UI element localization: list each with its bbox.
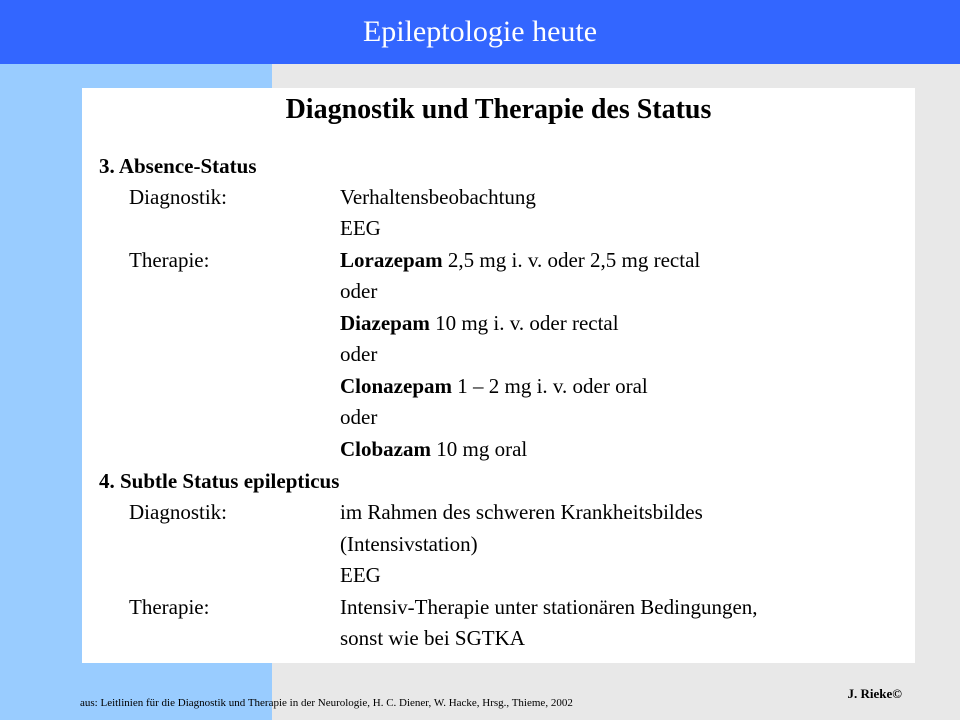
section-4-therapie-value-1: Intensiv-Therapie unter stationären Bedingungen, bbox=[340, 595, 758, 619]
section-3-diagnostik-value-1: Verhaltensbeobachtung bbox=[340, 185, 536, 209]
connector-oder: oder bbox=[340, 342, 378, 366]
connector-oder: oder bbox=[340, 279, 378, 303]
header-title: Epileptologie heute bbox=[362, 15, 598, 48]
section-3-heading: 3. Absence-Status bbox=[99, 154, 257, 178]
content-card bbox=[82, 88, 915, 663]
drug-dose: 10 mg oral bbox=[431, 437, 528, 461]
drug-line-lorazepam bbox=[340, 247, 700, 273]
section-4-heading: 4. Subtle Status epilepticus bbox=[99, 469, 340, 493]
section-4-diagnostik-value-2: (Intensivstation) bbox=[340, 532, 478, 556]
drug-line-clobazam bbox=[340, 436, 527, 462]
section-4-therapie-value-2: sonst wie bei SGTKA bbox=[340, 626, 525, 650]
section-4-diagnostik-value-3: EEG bbox=[340, 563, 381, 587]
drug-dose: 10 mg i. v. oder rectal bbox=[429, 311, 619, 335]
drug-line-diazepam bbox=[340, 310, 619, 336]
section-4-diagnostik-value-1: im Rahmen des schweren Krankheitsbildes bbox=[340, 500, 703, 524]
drug-name: Diazepam bbox=[340, 311, 430, 335]
section-3-therapie-label: Therapie: bbox=[129, 248, 210, 272]
drug-name: Clonazepam bbox=[340, 374, 452, 398]
section-3-diagnostik-label: Diagnostik: bbox=[129, 185, 227, 209]
drug-dose: 1 – 2 mg i. v. oder oral bbox=[452, 374, 648, 398]
drug-dose: 2,5 mg i. v. oder 2,5 mg rectal bbox=[442, 248, 701, 272]
footer-source-citation: aus: Leitlinien für die Diagnostik und Therapie in der Neurologie, H. C. Diener, W. Hacke, Hrsg., Thieme, 2002 bbox=[80, 697, 573, 709]
header-bar bbox=[0, 0, 960, 64]
connector-oder: oder bbox=[340, 405, 378, 429]
footer-author: J. Rieke© bbox=[847, 686, 902, 701]
drug-name: Clobazam bbox=[340, 437, 431, 461]
section-4-diagnostik-label: Diagnostik: bbox=[129, 500, 227, 524]
drug-line-clonazepam bbox=[340, 373, 648, 399]
section-4-therapie-label: Therapie: bbox=[129, 595, 210, 619]
drug-name: Lorazepam bbox=[340, 248, 443, 272]
slide-title: Diagnostik und Therapie des Status bbox=[285, 94, 712, 125]
section-3-diagnostik-value-2: EEG bbox=[340, 216, 381, 240]
